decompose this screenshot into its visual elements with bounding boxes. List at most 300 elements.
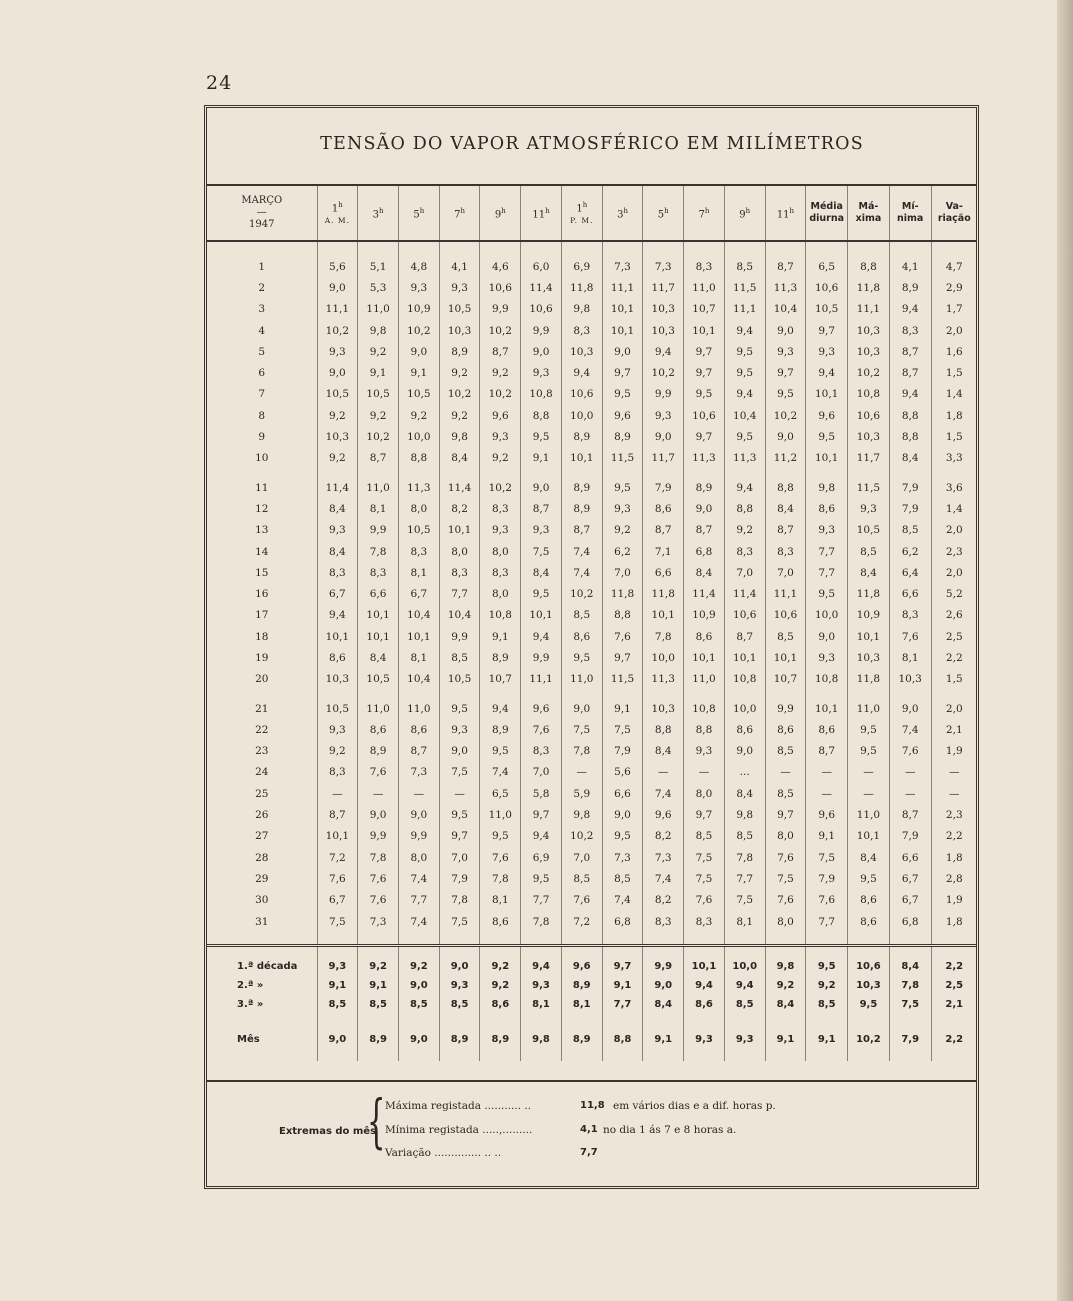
hour-number: 7: [454, 209, 461, 221]
value-cell: 8,0: [398, 847, 439, 868]
value-cell: 11,5: [602, 448, 643, 469]
value-cell: 9,5: [848, 719, 890, 740]
summary-value: 8,1: [561, 995, 602, 1014]
value-cell: 8,2: [643, 890, 684, 911]
value-cell: 10,3: [561, 341, 602, 362]
value-cell: 2,5: [931, 626, 977, 647]
value-cell: 9,2: [358, 405, 399, 426]
value-cell: 9,4: [889, 384, 931, 405]
value-cell: 8,6: [724, 719, 765, 740]
value-cell: 9,7: [602, 647, 643, 668]
value-cell: 8,9: [480, 647, 521, 668]
summary-value: 9,8: [765, 946, 806, 977]
value-cell: 10,0: [806, 605, 848, 626]
value-cell: 9,7: [806, 320, 848, 341]
value-cell: 11,1: [848, 299, 890, 320]
value-cell: 10,8: [724, 669, 765, 690]
table-row: [207, 448, 977, 469]
value-cell: 9,6: [521, 690, 562, 719]
value-cell: 8,7: [889, 362, 931, 383]
value-cell: 8,2: [439, 498, 480, 519]
extremes-var-name: Variação .............. .. ..: [385, 1147, 502, 1159]
value-cell: 8,3: [398, 541, 439, 562]
day-cell: 31: [255, 915, 269, 928]
value-cell: 10,7: [684, 299, 725, 320]
day-cell: 4: [258, 324, 266, 337]
value-cell: 9,7: [602, 362, 643, 383]
value-cell: 7,7: [806, 562, 848, 583]
value-cell: 9,7: [684, 341, 725, 362]
value-cell: 7,7: [398, 890, 439, 911]
value-cell: 8,5: [724, 826, 765, 847]
value-cell: 7,8: [439, 890, 480, 911]
value-cell: 7,4: [561, 562, 602, 583]
value-cell: 11,1: [317, 299, 358, 320]
value-cell: 10,8: [848, 384, 890, 405]
value-cell: 8,5: [439, 647, 480, 668]
summary-value: 9,2: [480, 976, 521, 995]
summary-value: 8,1: [521, 995, 562, 1014]
value-cell: 11,3: [684, 448, 725, 469]
value-cell: 9,2: [317, 448, 358, 469]
value-cell: 9,0: [602, 341, 643, 362]
value-cell: 8,0: [765, 826, 806, 847]
value-cell: 8,2: [643, 826, 684, 847]
summary-label: 1.ª década: [207, 946, 317, 977]
value-cell: 2,0: [931, 562, 977, 583]
value-cell: 8,6: [398, 719, 439, 740]
value-cell: 8,7: [806, 741, 848, 762]
value-cell: 1,8: [931, 911, 977, 946]
table-row: [207, 804, 977, 825]
hour-header: [521, 186, 562, 241]
value-cell: 10,1: [684, 647, 725, 668]
value-cell: 10,1: [358, 605, 399, 626]
summary-value: 9,3: [521, 976, 562, 995]
hour-header: [602, 186, 643, 241]
summary-value: 9,8: [521, 1014, 562, 1061]
value-cell: 11,0: [684, 669, 725, 690]
table-row: [207, 783, 977, 804]
value-cell: 7,5: [765, 868, 806, 889]
value-cell: 6,7: [889, 890, 931, 911]
value-cell: 6,6: [889, 583, 931, 604]
value-cell: 9,0: [317, 362, 358, 383]
extremes-min-name: Mínima registada .....,.........: [385, 1124, 533, 1136]
summary-value: 9,2: [806, 976, 848, 995]
summary-value: 10,1: [684, 946, 725, 977]
value-cell: 8,1: [724, 911, 765, 946]
value-cell: 9,9: [521, 320, 562, 341]
value-cell: 9,7: [439, 826, 480, 847]
value-cell: 7,2: [317, 847, 358, 868]
value-cell: 9,2: [358, 341, 399, 362]
value-cell: 8,9: [561, 426, 602, 447]
summary-value: 7,9: [889, 1014, 931, 1061]
value-cell: 7,6: [765, 847, 806, 868]
value-cell: 11,4: [724, 583, 765, 604]
day-cell: 16: [255, 588, 269, 601]
value-cell: 10,1: [806, 384, 848, 405]
value-cell: 9,0: [889, 690, 931, 719]
summary-value: 8,9: [439, 1014, 480, 1061]
hour-suffix: h: [582, 200, 588, 209]
value-cell: 8,9: [684, 469, 725, 498]
value-cell: 2,0: [931, 690, 977, 719]
value-cell: 9,5: [765, 384, 806, 405]
value-cell: 10,0: [398, 426, 439, 447]
value-cell: 9,1: [521, 448, 562, 469]
table-row: [207, 583, 977, 604]
value-cell: 8,4: [317, 541, 358, 562]
value-cell: 7,9: [889, 826, 931, 847]
table-row: [207, 469, 977, 498]
value-cell: 7,4: [643, 783, 684, 804]
table-row: [207, 605, 977, 626]
value-cell: 8,8: [724, 498, 765, 519]
value-cell: 9,8: [561, 299, 602, 320]
value-cell: ...: [724, 762, 765, 783]
value-cell: 8,4: [889, 448, 931, 469]
value-cell: 9,4: [724, 469, 765, 498]
table-row: [207, 890, 977, 911]
value-cell: 9,9: [358, 826, 399, 847]
table-row: [207, 741, 977, 762]
value-cell: 11,0: [848, 690, 890, 719]
value-cell: 9,4: [724, 320, 765, 341]
value-cell: 9,2: [439, 362, 480, 383]
hour-header: [684, 186, 725, 241]
value-cell: 9,2: [398, 405, 439, 426]
stat-header-line1: Má-: [858, 201, 879, 212]
value-cell: 8,5: [889, 520, 931, 541]
value-cell: 8,3: [561, 320, 602, 341]
value-cell: 9,8: [358, 320, 399, 341]
value-cell: 9,2: [480, 448, 521, 469]
value-cell: 7,0: [602, 562, 643, 583]
value-cell: 8,7: [724, 626, 765, 647]
summary-value: 9,5: [848, 995, 890, 1014]
summary-value: 10,6: [848, 946, 890, 977]
table-row: [207, 562, 977, 583]
value-cell: 10,1: [602, 299, 643, 320]
value-cell: 8,0: [439, 541, 480, 562]
value-cell: 2,0: [931, 320, 977, 341]
value-cell: —: [848, 783, 890, 804]
value-cell: 8,0: [398, 498, 439, 519]
value-cell: 10,3: [643, 299, 684, 320]
stat-header: [806, 186, 848, 241]
value-cell: 9,4: [561, 362, 602, 383]
daily-rows: [207, 241, 977, 946]
summary-value: 9,1: [806, 1014, 848, 1061]
value-cell: 9,3: [317, 341, 358, 362]
hour-suffix: h: [379, 206, 384, 215]
header-row: [207, 186, 977, 241]
day-cell: 24: [255, 766, 269, 779]
value-cell: 7,1: [643, 541, 684, 562]
value-cell: 8,6: [643, 498, 684, 519]
value-cell: 9,4: [480, 690, 521, 719]
value-cell: 9,6: [602, 405, 643, 426]
value-cell: 5,9: [561, 783, 602, 804]
value-cell: 7,5: [561, 719, 602, 740]
value-cell: 7,5: [439, 911, 480, 946]
value-cell: 9,5: [480, 826, 521, 847]
value-cell: 8,4: [317, 498, 358, 519]
value-cell: 8,8: [602, 605, 643, 626]
value-cell: 8,8: [889, 426, 931, 447]
value-cell: 9,6: [806, 804, 848, 825]
hour-number: 3: [617, 209, 624, 221]
summary-value: 8,4: [889, 946, 931, 977]
summary-value: 9,2: [480, 946, 521, 977]
value-cell: 8,7: [480, 341, 521, 362]
hour-period: P. M.: [570, 216, 594, 226]
value-cell: 9,5: [480, 741, 521, 762]
value-cell: 11,0: [358, 690, 399, 719]
value-cell: 7,7: [724, 868, 765, 889]
value-cell: 1,5: [931, 426, 977, 447]
value-cell: 9,5: [684, 384, 725, 405]
summary-value: 9,3: [684, 1014, 725, 1061]
value-cell: 7,0: [521, 762, 562, 783]
summary-value: 9,3: [724, 1014, 765, 1061]
hour-header: [317, 186, 358, 241]
value-cell: 10,4: [724, 405, 765, 426]
value-cell: 11,8: [643, 583, 684, 604]
summary-value: 8,9: [561, 976, 602, 995]
value-cell: 10,0: [724, 690, 765, 719]
value-cell: 10,3: [439, 320, 480, 341]
value-cell: 9,8: [806, 469, 848, 498]
date-header: [207, 186, 317, 241]
summary-value: 10,2: [848, 1014, 890, 1061]
summary-value: 8,5: [398, 995, 439, 1014]
value-cell: 1,4: [931, 498, 977, 519]
summary-value: 10,0: [724, 946, 765, 977]
value-cell: 7,6: [480, 847, 521, 868]
value-cell: 9,4: [889, 299, 931, 320]
value-cell: 1,9: [931, 741, 977, 762]
value-cell: 7,7: [806, 541, 848, 562]
summary-value: 9,6: [561, 946, 602, 977]
value-cell: 2,6: [931, 605, 977, 626]
value-cell: 11,8: [561, 277, 602, 298]
value-cell: 10,1: [602, 320, 643, 341]
value-cell: 11,8: [848, 277, 890, 298]
value-cell: 9,2: [602, 520, 643, 541]
value-cell: 8,6: [806, 719, 848, 740]
value-cell: 9,3: [480, 520, 521, 541]
value-cell: 8,1: [358, 498, 399, 519]
hour-suffix: h: [623, 206, 628, 215]
value-cell: 8,3: [724, 541, 765, 562]
extremes-min-note: no dia 1 ás 7 e 8 horas a.: [603, 1124, 737, 1136]
value-cell: 7,8: [561, 741, 602, 762]
value-cell: 10,1: [317, 826, 358, 847]
value-cell: 8,0: [765, 911, 806, 946]
value-cell: 7,5: [684, 868, 725, 889]
day-cell: 14: [255, 545, 269, 558]
value-cell: 1,6: [931, 341, 977, 362]
value-cell: 8,4: [439, 448, 480, 469]
table-row: [207, 384, 977, 405]
value-cell: 10,1: [439, 520, 480, 541]
summary-value: 8,5: [724, 995, 765, 1014]
hour-number: 7: [698, 209, 705, 221]
stat-header-line2: xima: [855, 213, 882, 224]
value-cell: 10,1: [806, 448, 848, 469]
value-cell: 5,3: [358, 277, 399, 298]
value-cell: 1,8: [931, 847, 977, 868]
value-cell: 11,3: [765, 277, 806, 298]
value-cell: 8,7: [684, 520, 725, 541]
table-row: [207, 626, 977, 647]
value-cell: 6,7: [398, 583, 439, 604]
value-cell: 7,5: [439, 762, 480, 783]
value-cell: 7,6: [602, 626, 643, 647]
summary-value: 8,5: [358, 995, 399, 1014]
value-cell: 7,5: [317, 911, 358, 946]
value-cell: 10,8: [806, 669, 848, 690]
value-cell: 10,1: [724, 647, 765, 668]
value-cell: 9,5: [521, 583, 562, 604]
value-cell: —: [561, 762, 602, 783]
value-cell: 8,3: [480, 562, 521, 583]
value-cell: 9,3: [439, 719, 480, 740]
value-cell: 8,5: [765, 783, 806, 804]
value-cell: 9,3: [521, 362, 562, 383]
value-cell: 2,9: [931, 277, 977, 298]
summary-row: [207, 1014, 977, 1061]
value-cell: 10,3: [643, 690, 684, 719]
value-cell: 8,7: [765, 520, 806, 541]
value-cell: 8,3: [643, 911, 684, 946]
value-cell: 9,2: [317, 405, 358, 426]
hour-number: 1: [331, 203, 339, 215]
summary-label: 2.ª »: [237, 980, 264, 992]
value-cell: 7,7: [521, 890, 562, 911]
value-cell: 7,6: [684, 890, 725, 911]
summary-value: 7,8: [889, 976, 931, 995]
value-cell: —: [889, 783, 931, 804]
value-cell: 7,9: [439, 868, 480, 889]
value-cell: 7,4: [561, 541, 602, 562]
value-cell: 11,7: [643, 277, 684, 298]
day-cell: 25: [255, 787, 269, 800]
table-row: [207, 911, 977, 946]
summary-value: 2,5: [931, 976, 977, 995]
summary-value: 9,0: [643, 976, 684, 995]
day-cell: 17: [255, 609, 269, 622]
value-cell: 9,4: [806, 362, 848, 383]
value-cell: 9,2: [724, 520, 765, 541]
value-cell: 9,5: [848, 868, 890, 889]
value-cell: 7,3: [643, 241, 684, 277]
value-cell: 10,5: [358, 384, 399, 405]
value-cell: 6,6: [358, 583, 399, 604]
value-cell: 11,0: [848, 804, 890, 825]
value-cell: 10,1: [521, 605, 562, 626]
hour-suffix: h: [501, 206, 506, 215]
value-cell: 8,0: [480, 541, 521, 562]
value-cell: 9,5: [848, 741, 890, 762]
value-cell: 9,3: [317, 719, 358, 740]
value-cell: 7,6: [358, 762, 399, 783]
value-cell: 11,3: [398, 469, 439, 498]
value-cell: 8,3: [358, 562, 399, 583]
summary-value: 8,9: [480, 1014, 521, 1061]
value-cell: 11,4: [317, 469, 358, 498]
value-cell: 8,3: [684, 911, 725, 946]
value-cell: 4,1: [439, 241, 480, 277]
value-cell: —: [439, 783, 480, 804]
value-cell: 7,6: [561, 890, 602, 911]
value-cell: 7,0: [724, 562, 765, 583]
value-cell: 2,0: [931, 520, 977, 541]
value-cell: 9,7: [765, 804, 806, 825]
day-cell: 26: [255, 809, 269, 822]
hour-suffix: h: [789, 206, 795, 215]
value-cell: 11,1: [521, 669, 562, 690]
stat-header-line1: Va-: [945, 201, 963, 212]
value-cell: 8,5: [602, 868, 643, 889]
value-cell: 9,0: [806, 626, 848, 647]
summary-value: 9,1: [643, 1014, 684, 1061]
value-cell: 8,4: [684, 562, 725, 583]
value-cell: 9,9: [643, 384, 684, 405]
value-cell: 9,8: [561, 804, 602, 825]
extremes-var-value: 7,7: [580, 1147, 598, 1158]
summary-value: 8,5: [317, 995, 358, 1014]
value-cell: 10,2: [439, 384, 480, 405]
value-cell: 10,4: [398, 669, 439, 690]
value-cell: 9,4: [724, 384, 765, 405]
value-cell: 10,4: [439, 605, 480, 626]
value-cell: 7,3: [358, 911, 399, 946]
value-cell: 10,4: [765, 299, 806, 320]
data-table-wrap: [207, 186, 977, 1061]
stat-header-line2: riação: [937, 213, 971, 224]
value-cell: 9,9: [439, 626, 480, 647]
table-row: [207, 341, 977, 362]
value-cell: 7,9: [806, 868, 848, 889]
value-cell: —: [643, 762, 684, 783]
value-cell: 7,4: [643, 868, 684, 889]
summary-value: 9,2: [358, 946, 399, 977]
extremes-section: [207, 1087, 977, 1168]
value-cell: 6,6: [643, 562, 684, 583]
value-cell: 7,0: [439, 847, 480, 868]
hour-number: 11: [776, 209, 790, 221]
value-cell: 8,7: [561, 520, 602, 541]
value-cell: 8,4: [521, 562, 562, 583]
hour-suffix: h: [745, 206, 751, 215]
value-cell: 8,4: [848, 562, 890, 583]
summary-label: 3.ª »: [237, 999, 264, 1011]
value-cell: 11,7: [643, 448, 684, 469]
value-cell: 8,4: [358, 647, 399, 668]
summary-value: 9,5: [806, 946, 848, 977]
value-cell: 9,5: [602, 469, 643, 498]
value-cell: 10,6: [806, 277, 848, 298]
value-cell: 9,1: [806, 826, 848, 847]
hour-period: A. M.: [324, 216, 350, 226]
day-cell: 15: [255, 566, 269, 579]
value-cell: 8,9: [358, 741, 399, 762]
stat-header: [848, 186, 890, 241]
